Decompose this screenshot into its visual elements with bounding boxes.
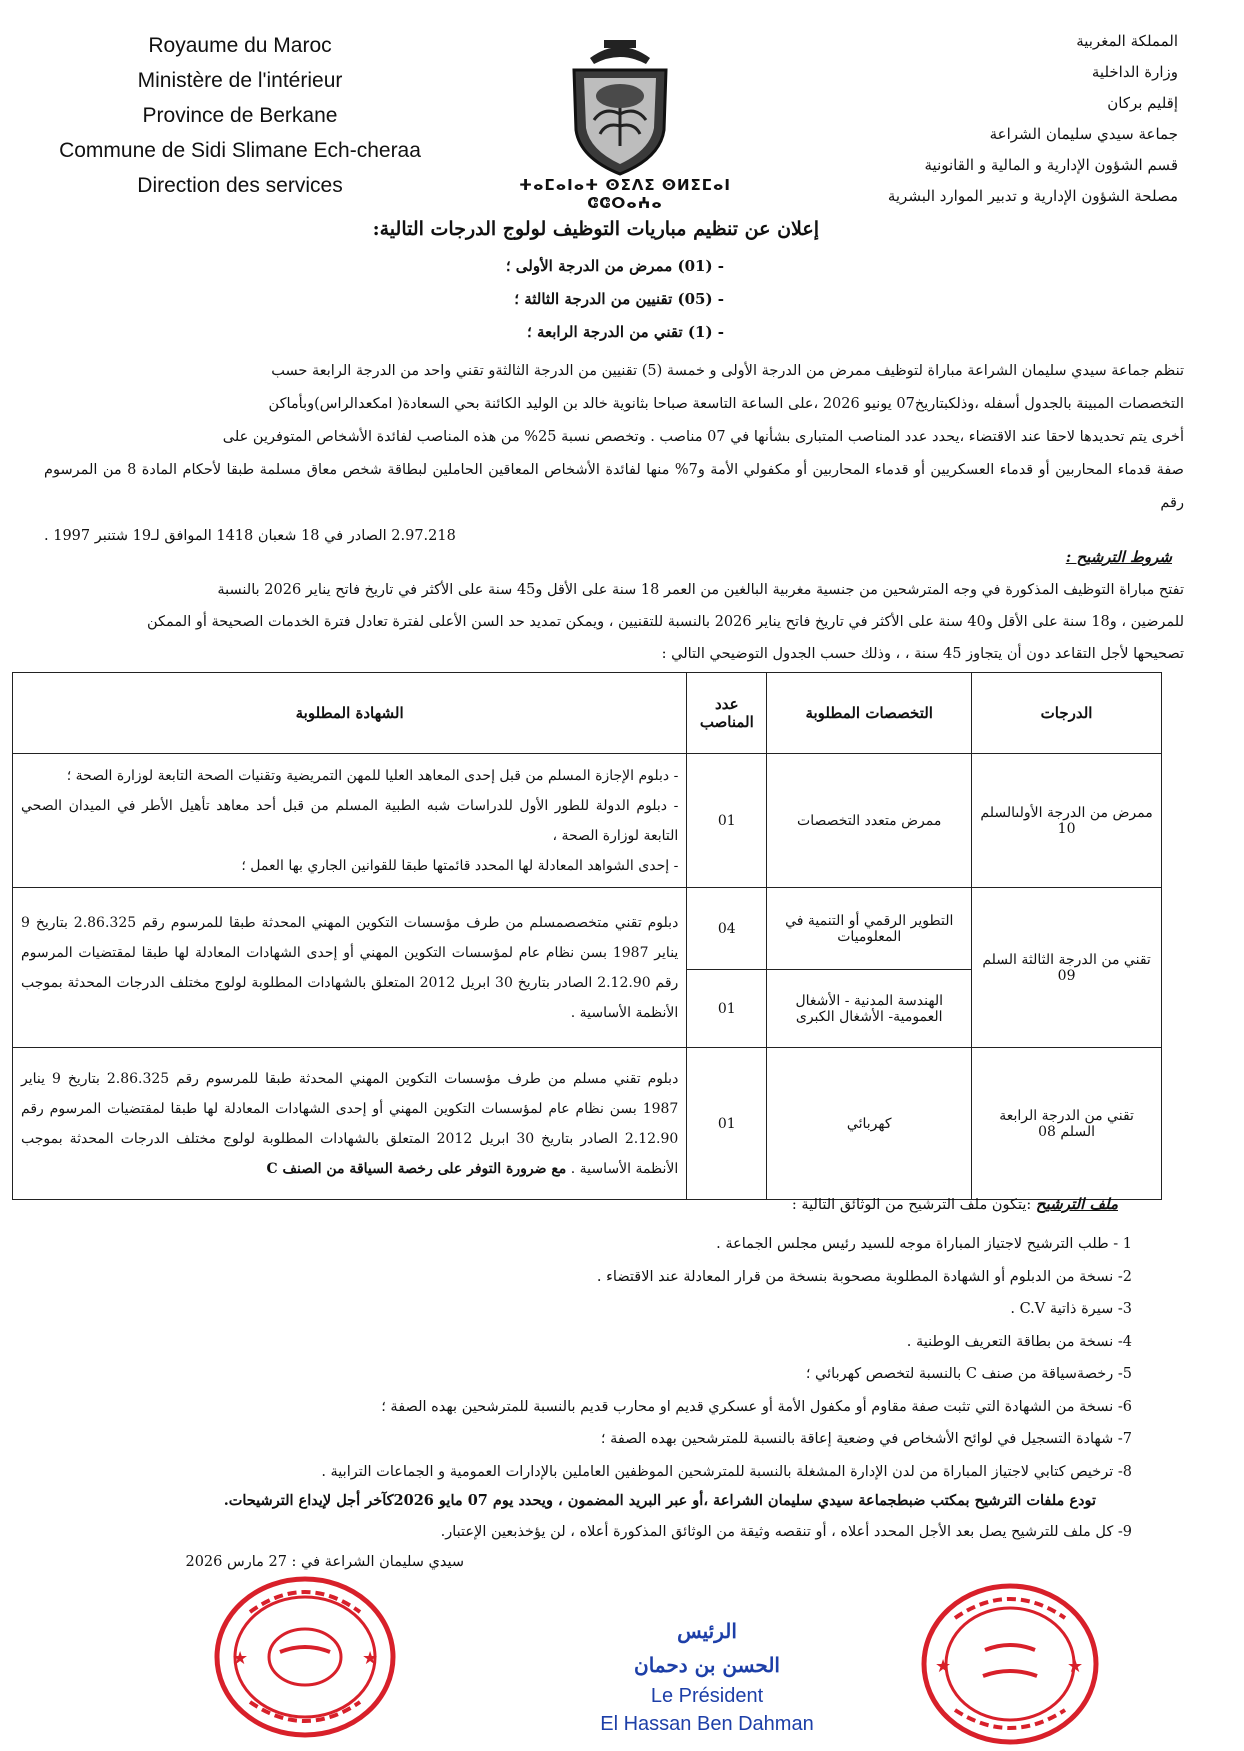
specialty-cell: التطوير الرقمي أو التنمية في المعلوميات <box>767 888 972 970</box>
header-certificate: الشهادة المطلوبة <box>13 673 687 754</box>
announcement-title: إعلان عن تنظيم مباريات التوظيف لولوج الدرجات التالية: <box>372 218 819 240</box>
table-header-row <box>13 673 1162 754</box>
certificate-line: - إحدى الشواهد المعادلة لها المحدد قائمتها طبقا للقوانين الجاري بها العمل ؛ <box>241 857 679 874</box>
signature-block <box>552 1614 862 1738</box>
signature-title-fr: Le Président <box>650 1685 764 1707</box>
ar-line-kingdom: المملكة المغربية <box>1076 32 1178 50</box>
file-heading-label: ملف الترشيح <box>1035 1195 1118 1213</box>
count-cell: 04 <box>687 888 767 970</box>
ar-line-commune: جماعة سيدي سليمان الشراعة <box>989 125 1178 143</box>
fr-line-commune: Commune de Sidi Slimane Ech-cheraa <box>59 139 421 162</box>
positions-table <box>12 672 1162 1200</box>
place-date: سيدي سليمان الشراعة في : 27 مارس 2026 <box>185 1554 464 1570</box>
list-item: 7- شهادة التسجيل في لوائح الأشخاص في وضعية إعاقة بالنسبة للمترشحين بهده الصفة ؛ <box>600 1431 1132 1447</box>
table-row <box>13 1048 1162 1200</box>
svg-text:★: ★ <box>1067 1656 1084 1677</box>
list-item: 2- نسخة من الدبلوم أو الشهادة المطلوبة مصحوبة بنسخة من قرار المعادلة عند الاقتضاء . <box>596 1268 1132 1285</box>
certificate-text: دبلوم تقني مسلم من طرف مؤسسات التكوين المهني المحدثة طبقا للمرسوم رقم 2.86.325 بتاريخ 9 يناير 1987 بسن نظام عام لمؤسسات التكوين المهني أو إحدى الشهادات المعادلة لها طبقا لمقتضيات المرسوم رقم 2.12.90 الصادر بتاريخ 30 ابريل 2012 المتعلق بالشهادات المطلوبة لولوج مختلف الدرجات المحدثة بموجب الأنظمة الأساسية . <box>21 1070 679 1177</box>
header-count: عدد المناصب <box>687 673 767 754</box>
count-cell: 01 <box>687 970 767 1048</box>
conditions-line: للمرضين ، و18 سنة على الأقل و40 سنة على الأكثر في تاريخ فاتح يناير 2026 بالنسبة للتقنيين ، ويمكن تمديد حد السن الأعلى لفترة تعادل فترة الخدمات الصحيحة أو الممكن <box>146 614 1184 630</box>
tifinagh-name: ⵜⴰⵎⴰⵏⴰⵜ ⵙⵉⴷⵉ ⵙⵍⵉⵎⴰⵏ ⵛⵛⵔⴰⵄⴰ <box>518 176 732 212</box>
ar-line-service: مصلحة الشؤون الإدارية و تدبير الموارد البشرية <box>887 187 1178 205</box>
specialty-cell: الهندسة المدنية - الأشغال العمومية- الأشغال الكبرى <box>767 970 972 1048</box>
list-item: 5- رخصةسياقة من صنف C بالنسبة لتخصص كهربائي ؛ <box>805 1366 1132 1382</box>
svg-text:★: ★ <box>232 1648 249 1669</box>
file-heading <box>792 1195 1118 1213</box>
intro-paragraph <box>44 355 1184 553</box>
ar-line-ministry: وزارة الداخلية <box>1091 63 1178 81</box>
intro-line: صفة قدماء المحاربين أو قدماء العسكريين أو قدماء المحاربين أو مكفولي الأمة و7% منها لفائدة الأشخاص المعاقين الحاملين لبطاقة شخص معاق مسلمة طبقا لأحكام المادة 8 من المرسوم رقم <box>44 462 1184 511</box>
specialty-cell: كهربائي <box>767 1048 972 1200</box>
header-arabic <box>658 26 1178 212</box>
list-item: 4- نسخة من بطاقة التعريف الوطنية . <box>906 1333 1132 1350</box>
header-grades: الدرجات <box>972 673 1162 754</box>
deposit-note: تودع ملفات الترشيح بمكتب ضبطجماعة سيدي سليمان الشراعة ،أو عبر البريد المضمون ، ويحدد يوم 07 مايو 2026كآخر أجل لإيداع الترشيحات. <box>223 1492 1096 1509</box>
list-item: 6- نسخة من الشهادة التي تثبت صفة مقاوم أو مكفول الأمة أو عسكري قديم او محارب قديم بالنسبة للمترشحين بهده الصفة ؛ <box>381 1398 1132 1415</box>
fr-line-direction: Direction des services <box>137 174 343 197</box>
commune-stamp-icon <box>210 1572 400 1742</box>
count-cell: 01 <box>687 1048 767 1200</box>
fr-line-province: Province de Berkane <box>142 104 338 127</box>
signature-name-fr: El Hassan Ben Dahman <box>600 1713 814 1735</box>
certificate-cell <box>13 1048 687 1200</box>
intro-line: أخرى يتم تحديدها لاحقا عند الاقتضاء ،يحدد عدد المناصب المتبارى بشأنها في 07 مناصب . وتخصص نسبة 25% من هذه المناصب لفائدة الأشخاص المتوفرين على <box>222 429 1184 445</box>
certificate-line: - دبلوم الإجازة المسلم من قبل إحدى المعاهد العليا للمهن التمريضية وتقنيات الصحة التابعة لوزارة الصحة ؛ <box>66 767 679 784</box>
certificate-cell: دبلوم تقني متخصصمسلم من طرف مؤسسات التكوين المهني المحدثة طبقا للمرسوم رقم 2.86.325 بتاريخ 9 يناير 1987 بسن نظام عام لمؤسسات التكوين المهني أو إحدى الشهادات المعادلة لها طبقا لمقتضيات المرسوم رقم 2.12.90 الصادر بتاريخ 30 ابريل 2012 المتعلق بالشهادات المطلوبة لولوج مختلف الدرجات المحدثة بموجب الأنظمة الأساسية . <box>13 888 687 1048</box>
signature-name-ar: الحسن بن دحمان <box>634 1653 780 1677</box>
header-french <box>40 28 440 203</box>
svg-text:★: ★ <box>362 1648 379 1669</box>
fr-line-kingdom: Royaume du Maroc <box>148 34 332 57</box>
table-row <box>13 888 1162 970</box>
header-specialties: التخصصات المطلوبة <box>767 673 972 754</box>
intro-line: تنظم جماعة سيدي سليمان الشراعة مباراة لتوظيف ممرض من الدرجة الأولى و خمسة (5) تقنيين من الدرجة الثالثةو تقني واحد من الدرجة الرابعة حسب <box>271 363 1184 379</box>
signature-title-ar: الرئيس <box>677 1619 737 1643</box>
count-cell: 01 <box>687 754 767 888</box>
file-heading-rest: :يتكون ملف الترشيح من الوثائق التالية : <box>791 1197 1036 1213</box>
list-item-9: 9- كل ملف للترشيح يصل بعد الأجل المحدد أعلاه ، أو تنقصه وثيقة من الوثائق المذكورة أعلاه ، لن يؤخذبعين الإعتبار. <box>440 1524 1132 1540</box>
grade-cell: تقني من الدرجة الثالثة السلم 09 <box>972 888 1162 1048</box>
list-item: 1 - طلب الترشيح لاجتياز المباراة موجه للسيد رئيس مجلس الجماعة . <box>716 1236 1132 1252</box>
grade-cell: ممرض من الدرجة الأولىالسلم 10 <box>972 754 1162 888</box>
table-row <box>13 754 1162 888</box>
file-documents-list <box>32 1228 1132 1488</box>
bullet-technicians-3: - (05) تقنيين من الدرجة الثالثة ؛ <box>514 290 724 308</box>
conditions-line: تصحيحها لأجل التقاعد دون أن يتجاوز 45 سنة ، ، وذلك حسب الجدول التوضيحي التالي : <box>661 646 1184 662</box>
svg-text:★: ★ <box>935 1656 952 1677</box>
list-item: 3- سيرة ذاتية C.V . <box>1010 1301 1132 1317</box>
fr-line-ministry: Ministère de l'intérieur <box>137 69 343 92</box>
specialty-cell: ممرض متعدد التخصصات <box>767 754 972 888</box>
ar-line-division: قسم الشؤون الإدارية و المالية و القانونية <box>924 156 1178 174</box>
certificate-cell <box>13 754 687 888</box>
conditions-line: تفتح مباراة التوظيف المذكورة في وجه المترشحين من جنسية مغربية البالغين من العمر 18 سنة على الأقل و45 سنة على الأكثر في تاريخ فاتح يناير 2026 بالنسبة <box>217 582 1184 598</box>
bullet-nurse: - (01) ممرض من الدرجة الأولى ؛ <box>505 257 724 275</box>
certificate-line: - دبلوم الدولة للطور الأول للدراسات شبه الطبية المسلم من قبل أحد معاهد تأهيل الأطر في الميدان الصحي التابعة لوزارة الصحة ، <box>21 797 679 844</box>
intro-line: 2.97.218 الصادر في 18 شعبان 1418 الموافق لـ19 شتنبر 1997 . <box>44 528 456 544</box>
intro-line: التخصصات المبينة بالجدول أسفله ،وذلكبتاريخ07 يونيو 2026 ،على الساعة التاسعة صباحا بثانوية خالد بن الوليد الكائنة بحي السعادة( امكعدالراس)وبأماكن <box>268 396 1184 412</box>
license-requirement: مع ضرورة التوفر على رخصة السياقة من الصنف C <box>266 1160 567 1177</box>
ar-line-province: إقليم بركان <box>1107 94 1178 112</box>
province-stamp-icon <box>915 1580 1105 1748</box>
list-item: 8- ترخيص كتابي لاجتياز المباراة من لدن الإدارة المشغلة بالنسبة للمترشحين الموظفين العاملين بالإدارات العمومية و الجماعات الترابية . <box>321 1463 1132 1480</box>
conditions-paragraph <box>44 574 1184 670</box>
grade-cell: تقني من الدرجة الرابعة السلم 08 <box>972 1048 1162 1200</box>
conditions-heading: شروط الترشيح : <box>1065 548 1172 566</box>
bullet-technician-4: - (1) تقني من الدرجة الرابعة ؛ <box>526 323 724 341</box>
